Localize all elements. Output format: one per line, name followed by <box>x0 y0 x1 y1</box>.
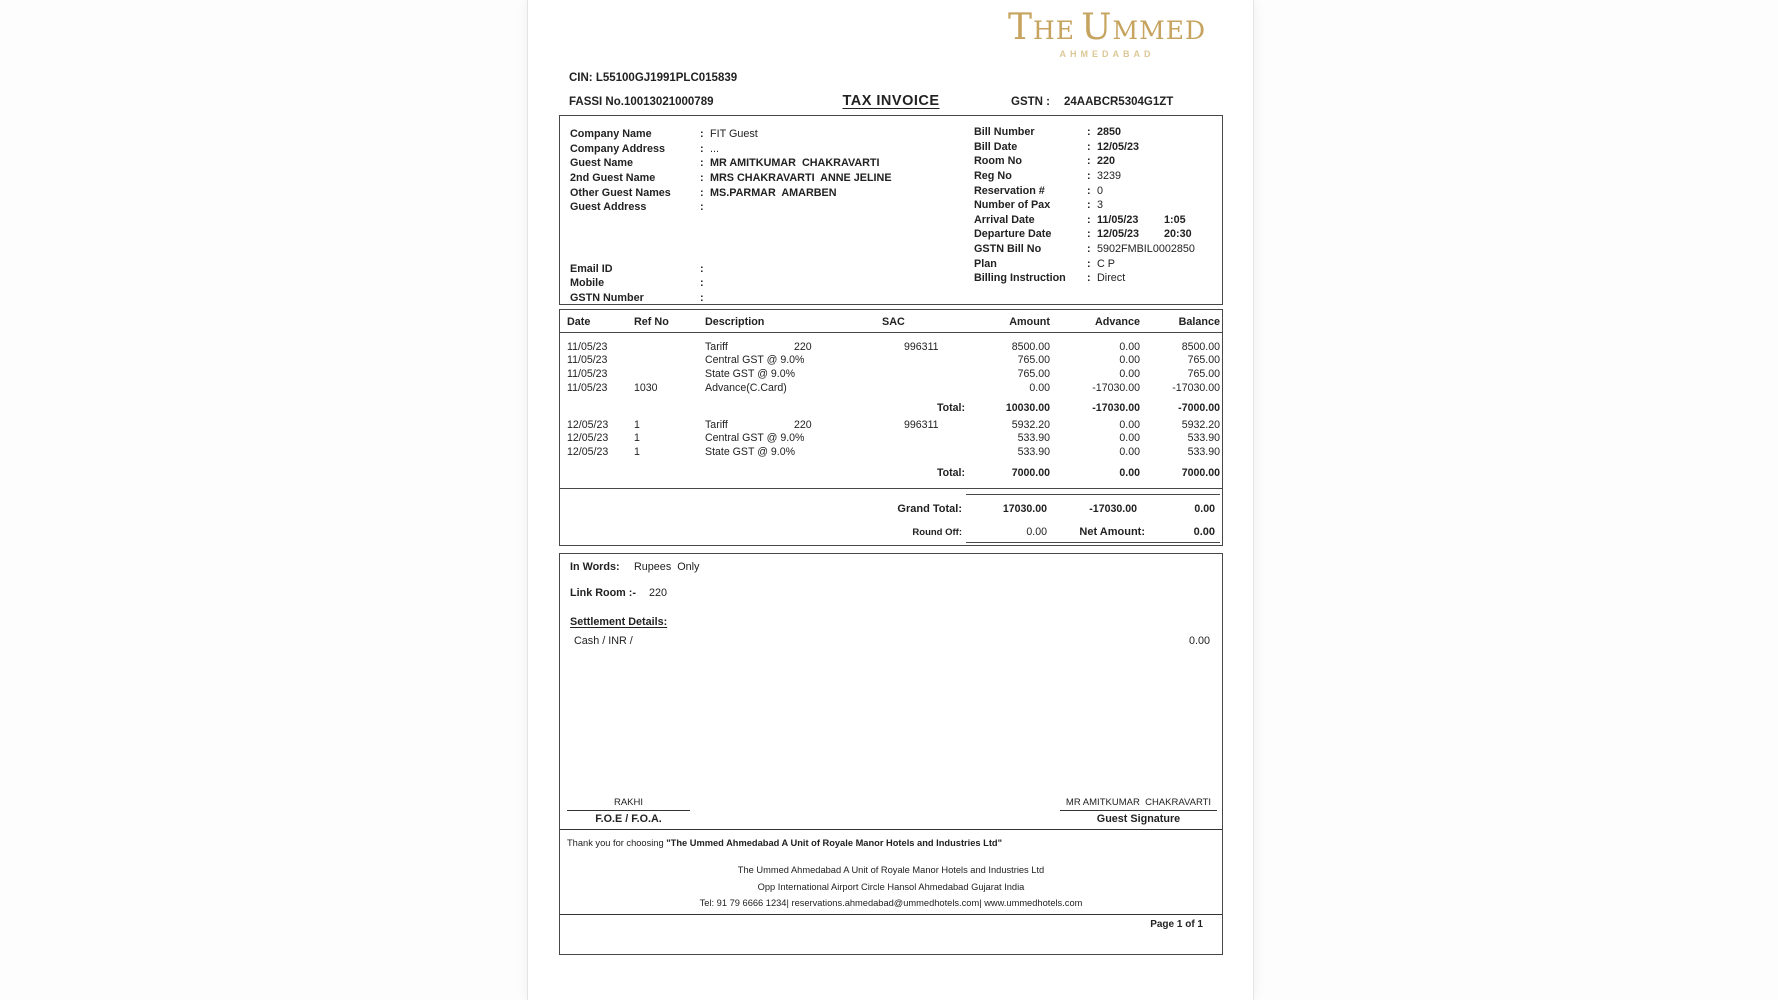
charge-row <box>560 445 1222 459</box>
info-label: GSTN Number <box>570 292 644 305</box>
sac-value: 996311 <box>904 418 939 431</box>
info-colon: : <box>700 292 704 305</box>
round-off-value: 0.00 <box>1026 526 1047 538</box>
info-colon: : <box>700 201 704 214</box>
hotel-logo-city: AHMEDABAD <box>1059 49 1155 59</box>
info-row <box>570 200 892 215</box>
link-room-label: Link Room :- <box>570 587 636 599</box>
info-label: Bill Date <box>974 140 1018 153</box>
summary-footer-box <box>559 553 1223 955</box>
info-label: Number of Pax <box>974 199 1051 212</box>
cell-balance: 8500.00 <box>1181 340 1220 353</box>
info-row <box>570 171 892 186</box>
info-colon: : <box>1087 140 1091 153</box>
cell-sac <box>882 446 992 458</box>
cell-date: 11/05/23 <box>567 367 608 380</box>
info-colon: : <box>1087 155 1091 168</box>
guest-signature-block <box>1060 797 1217 825</box>
info-label: Plan <box>974 257 997 270</box>
round-off-label: Round Off: <box>912 526 962 538</box>
info-value-time: 1:05 <box>1164 213 1186 226</box>
info-colon: : <box>700 186 704 199</box>
info-colon: : <box>1087 126 1091 139</box>
guest-info-rows <box>570 127 892 215</box>
cell-advance: 0.00 <box>1119 418 1140 431</box>
guest-info-column <box>570 127 892 305</box>
in-words-value: Rupees Only <box>634 561 700 573</box>
cell-amount: 765.00 <box>1017 354 1050 367</box>
cell-balance: 5932.20 <box>1181 418 1220 431</box>
net-amount-label: Net Amount: <box>1079 526 1145 538</box>
thank-you-line <box>567 838 1002 848</box>
charge-row <box>560 354 1222 368</box>
info-row <box>974 227 1195 242</box>
grand-total-balance: 0.00 <box>1194 503 1215 515</box>
info-value-text: 11/05/23 <box>1097 213 1139 226</box>
logo-letters: HE <box>1033 16 1076 45</box>
info-value: MRS CHAKRAVARTI ANNE JELINE <box>710 172 892 185</box>
info-value: MS.PARMAR AMARBEN <box>710 186 837 199</box>
round-off-row <box>560 526 1222 538</box>
info-value-text: 0 <box>1097 184 1104 197</box>
info-value-text: 3239 <box>1097 170 1122 183</box>
description-text: Central GST @ 9.0% <box>705 432 805 445</box>
col-header-ref: Ref No <box>634 316 669 328</box>
charge-row <box>560 418 1222 432</box>
net-amount-value: 0.00 <box>1193 526 1215 538</box>
info-colon: : <box>1087 243 1091 256</box>
info-label: Room No <box>974 155 1022 168</box>
info-value <box>1097 228 1192 241</box>
cell-advance: 0.00 <box>1119 432 1140 445</box>
cell-date: 12/05/23 <box>567 418 609 431</box>
info-value-text: C P <box>1097 257 1115 270</box>
info-colon: : <box>700 277 704 290</box>
sac-value <box>882 354 904 366</box>
in-words-label: In Words: <box>570 561 620 573</box>
info-label: Company Address <box>570 142 665 155</box>
info-row <box>570 127 892 142</box>
info-value-text: 12/05/23 <box>1097 140 1140 153</box>
info-label: Arrival Date <box>974 213 1035 226</box>
description-text: Central GST @ 9.0% <box>705 354 805 367</box>
info-colon: : <box>700 262 704 275</box>
clerk-name: RAKHI <box>567 797 690 811</box>
contact-info-rows <box>570 262 892 306</box>
description-text: Tariff <box>705 418 728 431</box>
info-value <box>1097 170 1121 182</box>
cell-ref: 1 <box>634 445 640 458</box>
info-value-text: 5902FMBIL0002850 <box>1097 243 1195 256</box>
bill-info-column <box>974 125 1195 286</box>
col-header-sac: SAC <box>882 316 905 328</box>
column-spacer <box>570 215 892 262</box>
info-value-text: 220 <box>1097 155 1116 168</box>
charge-row <box>560 401 1222 415</box>
cell-advance: 0.00 <box>1119 367 1140 380</box>
cell-balance: -17030.00 <box>1172 381 1220 394</box>
cell-description <box>705 432 882 444</box>
info-colon: : <box>1087 257 1091 270</box>
col-header-amount: Amount <box>1009 316 1050 328</box>
cell-sac <box>882 402 992 414</box>
info-value <box>1097 258 1115 270</box>
cell-ref: 1 <box>634 418 640 431</box>
info-label: GSTN Bill No <box>974 243 1042 256</box>
cell-description <box>705 341 882 353</box>
info-label: Departure Date <box>974 228 1052 241</box>
info-value <box>1097 185 1103 197</box>
cell-sac <box>882 467 992 479</box>
charge-row <box>560 367 1222 381</box>
guest-signature-label: Guest Signature <box>1096 813 1181 825</box>
description-text: State GST @ 9.0% <box>705 445 796 458</box>
link-room-value: 220 <box>649 587 668 599</box>
cell-amount: 765.00 <box>1017 367 1050 380</box>
clerk-signature-block <box>567 797 690 825</box>
info-colon: : <box>1087 170 1091 183</box>
cell-date: 11/05/23 <box>567 381 608 394</box>
settlement-details-heading: Settlement Details: <box>570 616 668 628</box>
settlement-amount: 0.00 <box>1188 635 1210 647</box>
col-header-balance: Balance <box>1178 316 1220 328</box>
cell-sac <box>882 432 992 444</box>
charges-table-box <box>559 309 1223 546</box>
info-row <box>570 156 892 171</box>
sac-value: 996311 <box>904 340 939 353</box>
info-row <box>570 185 892 200</box>
info-value <box>1097 213 1186 226</box>
cell-amount: 533.90 <box>1017 445 1050 458</box>
sac-value <box>882 467 904 479</box>
info-row <box>570 276 892 291</box>
hotel-gstn <box>1011 96 1173 108</box>
cell-balance: 7000.00 <box>1181 466 1220 479</box>
info-label: Guest Name <box>570 157 634 170</box>
cin-number: CIN: L55100GJ1991PLC015839 <box>569 72 738 84</box>
info-value <box>1097 155 1115 167</box>
info-label: Email ID <box>570 262 613 275</box>
cell-balance: -7000.00 <box>1178 402 1220 415</box>
grand-total-advance: -17030.00 <box>1089 503 1137 515</box>
info-colon: : <box>700 128 704 141</box>
grand-total-row <box>560 503 1222 515</box>
net-amount-bottom-rule <box>966 542 1220 543</box>
info-colon: : <box>1087 228 1091 241</box>
cell-date: 11/05/23 <box>567 340 608 353</box>
info-label: Reg No <box>974 170 1012 183</box>
info-value-text: 2850 <box>1097 126 1122 139</box>
info-value <box>1097 141 1139 153</box>
description-text: State GST @ 9.0% <box>705 367 796 380</box>
charge-row <box>560 466 1222 480</box>
footer-contact-line: Tel: 91 79 6666 1234| reservations.ahmedabad@ummedhotels.com| www.ummedhotels.com <box>699 898 1083 908</box>
info-label: Company Name <box>570 128 652 141</box>
clerk-role-label: F.O.E / F.O.A. <box>595 813 662 825</box>
hotel-logo <box>999 7 1215 59</box>
info-colon: : <box>1087 184 1091 197</box>
info-label: Reservation # <box>974 184 1045 197</box>
info-value <box>1097 199 1103 211</box>
bill-info-rows <box>974 125 1195 286</box>
cell-amount: 5932.20 <box>1011 418 1050 431</box>
info-label: 2nd Guest Name <box>570 172 656 185</box>
cell-date: 11/05/23 <box>567 354 608 367</box>
info-colon: : <box>1087 213 1091 226</box>
info-value-time: 20:30 <box>1164 228 1192 241</box>
info-label: Mobile <box>570 277 605 290</box>
grand-total-top-rule <box>966 494 1220 495</box>
description-room-no: 220 <box>794 340 812 353</box>
info-colon: : <box>700 157 704 170</box>
invoice-page <box>527 0 1254 1000</box>
info-label: Bill Number <box>974 126 1035 139</box>
document-title: TAX INVOICE <box>842 93 940 109</box>
sac-value <box>882 402 904 414</box>
info-row <box>570 142 892 157</box>
info-value <box>1097 126 1121 138</box>
cell-sac <box>882 354 992 366</box>
info-row <box>974 242 1195 257</box>
info-value: MR AMITKUMAR CHAKRAVARTI <box>710 157 880 170</box>
info-value-text: 3 <box>1097 199 1104 212</box>
info-row <box>974 125 1195 140</box>
cell-advance: -17030.00 <box>1092 402 1140 415</box>
charges-table-body <box>560 333 1222 479</box>
info-row <box>974 271 1195 286</box>
thank-you-company: "The Ummed Ahmedabad A Unit of Royale Manor Hotels and Industries Ltd" <box>666 838 1003 848</box>
charges-table-header <box>560 310 1222 333</box>
cell-balance: 765.00 <box>1187 354 1220 367</box>
cell-description <box>705 368 882 380</box>
info-row <box>974 256 1195 271</box>
info-row <box>974 154 1195 169</box>
sac-value <box>882 446 904 458</box>
cell-amount: 8500.00 <box>1011 340 1050 353</box>
info-value-text: Direct <box>1097 272 1126 285</box>
info-colon: : <box>1087 199 1091 212</box>
guest-bill-info-box <box>559 115 1223 305</box>
cell-advance: 0.00 <box>1119 340 1140 353</box>
cell-date: 12/05/23 <box>567 432 609 445</box>
gstn-label: GSTN : <box>1011 96 1050 108</box>
info-value: FIT Guest <box>710 128 758 141</box>
col-header-advance: Advance <box>1094 316 1140 328</box>
cell-amount: 533.90 <box>1017 432 1050 445</box>
signature-divider-rule <box>560 829 1222 830</box>
info-label: Other Guest Names <box>570 186 671 199</box>
info-label: Guest Address <box>570 201 647 214</box>
cell-amount: 0.00 <box>1029 381 1050 394</box>
fassi-number: FASSI No.10013021000789 <box>569 96 714 108</box>
info-row <box>974 213 1195 228</box>
info-colon: : <box>700 142 704 155</box>
info-row <box>974 183 1195 198</box>
info-row <box>974 198 1195 213</box>
thank-you-prefix: Thank you for choosing <box>567 838 667 848</box>
cell-sac <box>882 368 992 380</box>
cell-ref: 1030 <box>634 381 658 394</box>
info-value-text: 12/05/23 <box>1097 228 1140 241</box>
hotel-logo-wordmark <box>999 7 1215 48</box>
total-label: Total: <box>936 402 965 415</box>
link-room-row <box>570 587 667 599</box>
grand-total-label: Grand Total: <box>897 503 962 515</box>
info-colon: : <box>700 172 704 185</box>
cell-advance: 0.00 <box>1119 466 1140 479</box>
in-words-row <box>570 561 699 573</box>
settlement-row <box>574 635 1210 647</box>
charge-row <box>560 432 1222 446</box>
cell-advance: 0.00 <box>1119 445 1140 458</box>
logo-letters: MMED <box>1112 16 1206 45</box>
cell-balance: 765.00 <box>1187 367 1220 380</box>
charge-row <box>560 381 1222 395</box>
info-row <box>974 140 1195 155</box>
cell-balance: 533.90 <box>1187 445 1220 458</box>
cell-amount: 10030.00 <box>1005 402 1050 415</box>
info-value: ... <box>710 142 719 155</box>
info-label: Billing Instruction <box>974 272 1066 285</box>
cell-ref: 1 <box>634 432 640 445</box>
cell-description <box>705 419 882 431</box>
guest-signature-name: MR AMITKUMAR CHAKRAVARTI <box>1060 797 1217 811</box>
info-value <box>1097 243 1195 255</box>
cell-advance: -17030.00 <box>1092 381 1140 394</box>
info-colon: : <box>1087 272 1091 285</box>
cell-description <box>705 354 882 366</box>
sac-value <box>882 432 904 444</box>
footer-company-line: The Ummed Ahmedabad A Unit of Royale Manor Hotels and Industries Ltd <box>737 865 1045 875</box>
info-value <box>1097 272 1125 284</box>
description-text: Tariff <box>705 340 728 353</box>
logo-letter: T <box>1007 7 1033 48</box>
table-bottom-rule <box>560 488 1222 489</box>
description-room-no: 220 <box>794 418 812 431</box>
cell-balance: 533.90 <box>1187 432 1220 445</box>
total-label: Total: <box>936 466 965 479</box>
cell-sac <box>882 341 992 353</box>
col-header-date: Date <box>567 316 591 328</box>
footer-divider-rule <box>560 914 1222 915</box>
cell-sac <box>882 419 992 431</box>
cell-date: 12/05/23 <box>567 445 609 458</box>
info-row <box>570 262 892 277</box>
cell-sac <box>882 382 992 394</box>
cell-description <box>705 382 882 394</box>
cell-advance: 0.00 <box>1119 354 1140 367</box>
logo-letter: U <box>1081 7 1113 48</box>
charge-row <box>560 340 1222 354</box>
description-text: Advance(C.Card) <box>705 381 787 394</box>
col-header-desc: Description <box>705 316 765 328</box>
grand-total-amount: 17030.00 <box>1002 503 1047 515</box>
cell-amount: 7000.00 <box>1011 466 1050 479</box>
cell-description <box>705 446 882 458</box>
footer-address-line: Opp International Airport Circle Hansol Ahmedabad Gujarat India <box>757 882 1025 892</box>
sac-value <box>882 382 904 394</box>
sac-value <box>882 368 904 380</box>
info-row <box>974 169 1195 184</box>
settlement-mode: Cash / INR / <box>574 635 633 647</box>
info-row <box>570 291 892 306</box>
gstn-value: 24AABCR5304G1ZT <box>1063 96 1174 108</box>
page-number: Page 1 of 1 <box>1150 919 1203 930</box>
